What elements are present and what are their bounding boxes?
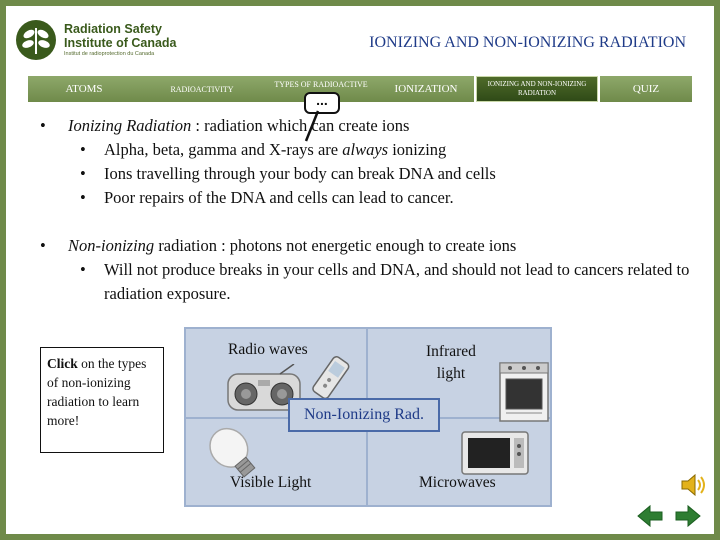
radiation-safety-logo-icon — [14, 18, 58, 62]
infrared-line2: light — [436, 365, 466, 382]
tab-atoms[interactable]: ATOMS — [28, 76, 140, 102]
tab-quiz[interactable]: QUIZ — [600, 76, 692, 102]
page-title: IONIZING AND NON-IONIZING RADIATION — [369, 34, 686, 51]
logo-line1: Radiation Safety — [64, 22, 162, 36]
callout-bubble: ... — [304, 92, 340, 114]
tab-ionizing-non-ionizing[interactable]: IONIZING AND NON-IONIZING RADIATION — [476, 76, 598, 102]
tab-radioactivity[interactable]: RADIOACTIVITY — [140, 76, 264, 102]
visible-light-label[interactable]: Visible Light — [230, 474, 312, 491]
tab-types-of-radioactive[interactable]: TYPES OF RADIOACTIVE — [264, 76, 378, 102]
cell-phone-icon[interactable] — [306, 352, 354, 402]
nonionizing-term: Non-ionizing — [68, 236, 155, 255]
radio-waves-label[interactable]: Radio waves — [228, 341, 308, 358]
ionizing-bullet — [32, 114, 702, 138]
logo — [14, 18, 184, 70]
slide — [6, 6, 714, 534]
instruction-bold: Click — [47, 356, 78, 371]
nonionizing-definition: radiation : photons not energetic enough to create ions — [154, 236, 517, 255]
speaker-icon[interactable] — [678, 470, 708, 500]
logo-line2: Institute of Canada — [64, 36, 177, 50]
oven-icon[interactable] — [496, 361, 552, 423]
infrared-line1: Infrared — [426, 343, 476, 360]
ionizing-point-1: • Alpha, beta, gamma and X-rays are always ionizing — [32, 138, 702, 162]
microwaves-label[interactable]: Microwaves — [419, 474, 496, 491]
back-arrow-icon[interactable] — [636, 504, 664, 528]
instruction-text: on the types of non-ionizing radiation to learn more! — [47, 356, 147, 428]
nonionizing-point: • Will not produce breaks in your cells and DNA, and should not lead to cancers related to radiation exposure. — [32, 258, 702, 306]
instruction-box — [40, 347, 164, 453]
infrared-label[interactable] — [426, 341, 476, 385]
ionizing-point-2: • Ions travelling through your body can break DNA and cells — [32, 162, 702, 186]
microwave-icon[interactable] — [460, 430, 530, 476]
non-ionizing-center-label: Non-Ionizing Rad. — [288, 398, 440, 432]
logo-line3: Institut de radioprotection du Canada — [64, 51, 155, 57]
ionizing-point-3: • Poor repairs of the DNA and cells can lead to cancer. — [32, 186, 702, 210]
nonionizing-bullet — [32, 234, 702, 258]
forward-arrow-icon[interactable] — [674, 504, 702, 528]
ionizing-definition: : radiation which can create ions — [191, 116, 410, 135]
ionizing-term: Ionizing Radiation — [68, 116, 192, 135]
tab-ionization[interactable]: IONIZATION — [378, 76, 474, 102]
content — [32, 114, 702, 306]
nav-bar — [28, 76, 692, 102]
